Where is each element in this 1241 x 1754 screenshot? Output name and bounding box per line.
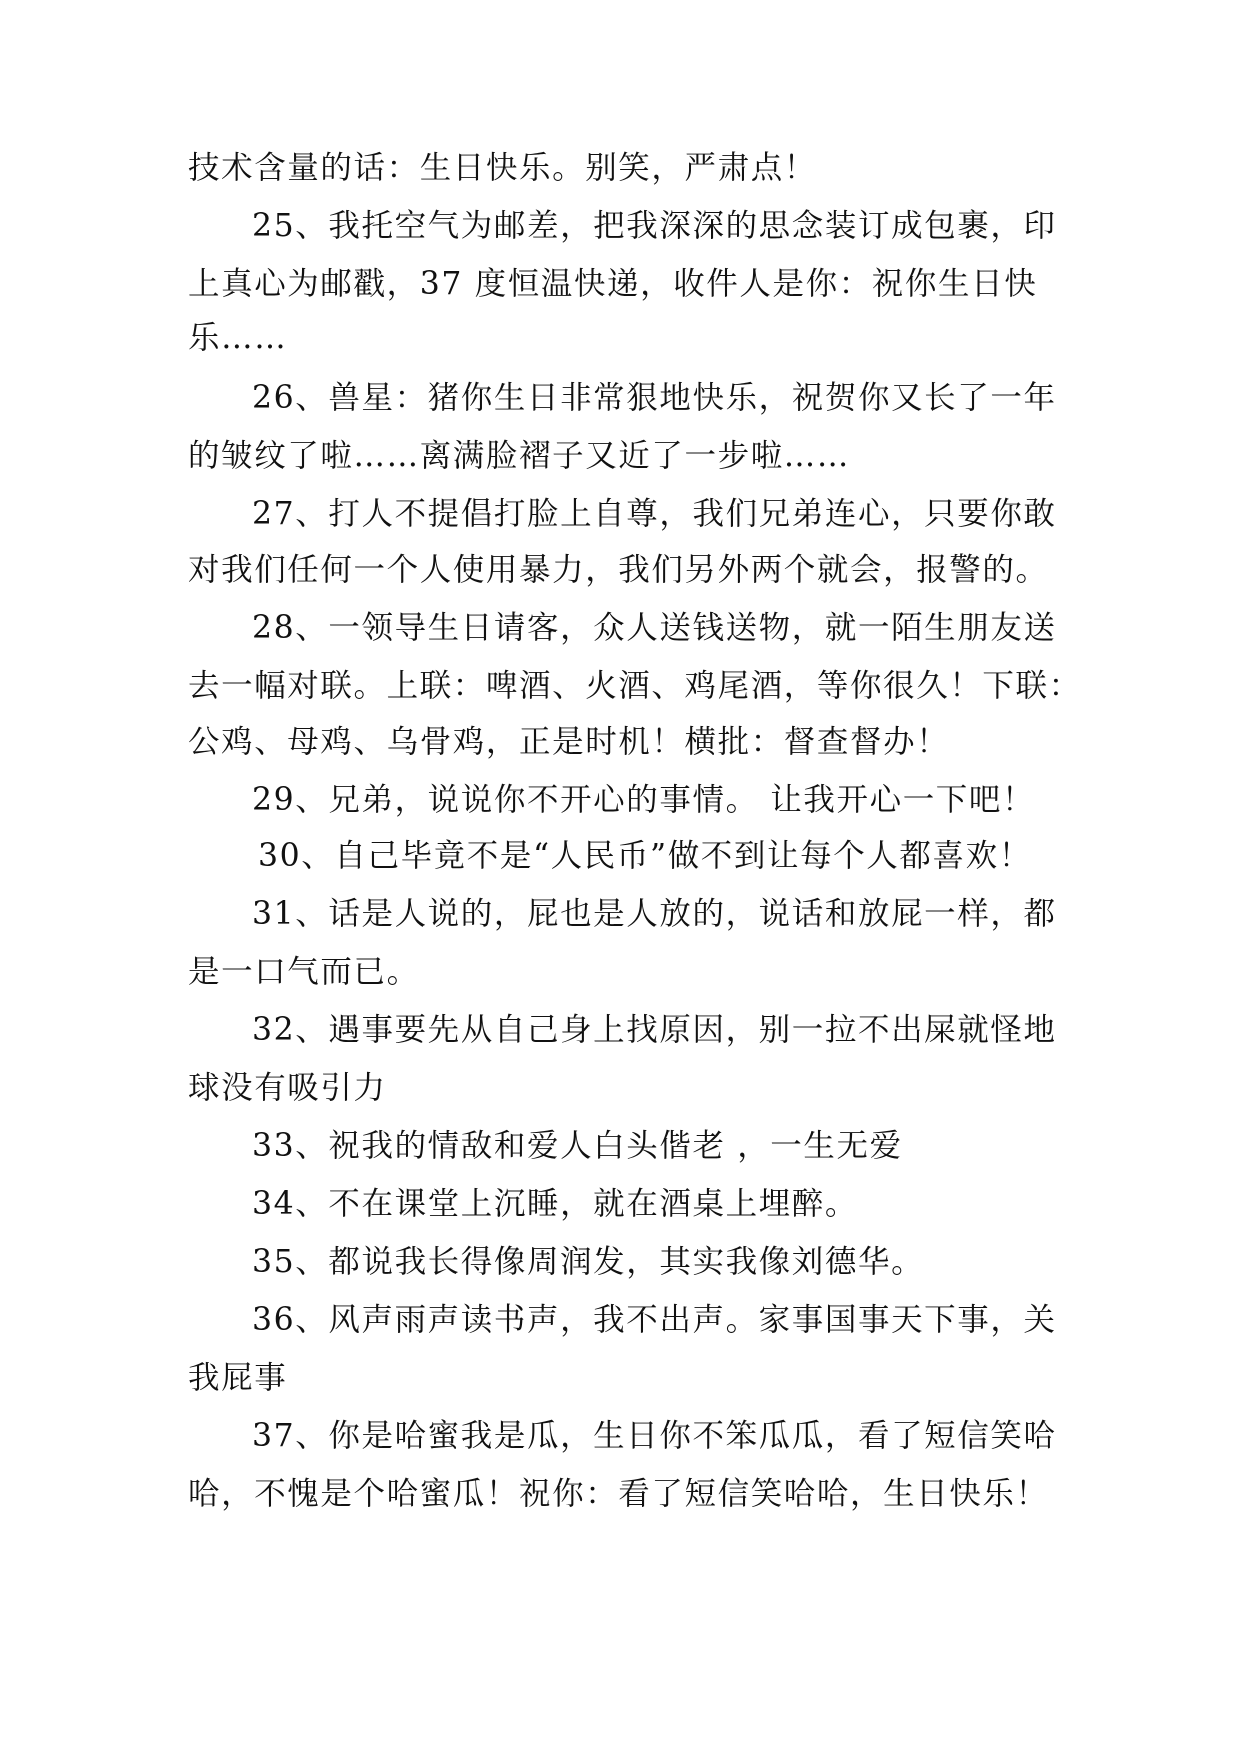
text-line: 我屁事 [188, 1360, 288, 1396]
text-line: 去一幅对联。上联：啤酒、火酒、鸡尾酒，等你很久！下联： [188, 668, 1082, 704]
text-line: 29、兄弟，说说你不开心的事情。 让我开心一下吧！ [252, 782, 1036, 818]
text-line: 30、自己毕竟不是“人民币”做不到让每个人都喜欢！ [258, 838, 1032, 874]
text-line: 乐…… [188, 320, 288, 356]
text-line: 32、遇事要先从自己身上找原因，别一拉不出屎就怪地 [252, 1012, 1057, 1048]
text-line: 31、话是人说的，屁也是人放的，说话和放屁一样，都 [252, 896, 1057, 932]
text-line: 对我们任何一个人使用暴力，我们另外两个就会，报警的。 [188, 552, 1049, 588]
text-line: 25、我托空气为邮差，把我深深的思念装订成包裹，印 [252, 208, 1057, 244]
text-line: 球没有吸引力 [188, 1070, 387, 1106]
text-line: 36、风声雨声读书声，我不出声。家事国事天下事，关 [252, 1302, 1057, 1338]
text-line: 35、都说我长得像周润发，其实我像刘德华。 [252, 1244, 925, 1280]
text-line: 技术含量的话：生日快乐。别笑，严肃点！ [188, 150, 817, 186]
text-line: 28、一领导生日请客，众人送钱送物，就一陌生朋友送 [252, 610, 1057, 646]
text-line: 26、兽星：猪你生日非常狠地快乐，祝贺你又长了一年 [252, 380, 1057, 416]
text-line: 的皱纹了啦……离满脸褶子又近了一步啦…… [188, 438, 851, 474]
text-line: 33、祝我的情敌和爱人白头偕老 ，一生无爱 [252, 1128, 903, 1164]
text-line: 哈，不愧是个哈蜜瓜！祝你：看了短信笑哈哈，生日快乐！ [188, 1476, 1049, 1512]
text-line: 37、你是哈蜜我是瓜，生日你不笨瓜瓜，看了短信笑哈 [252, 1418, 1057, 1454]
text-line: 公鸡、母鸡、乌骨鸡，正是时机！横批：督查督办！ [188, 724, 950, 760]
text-line: 27、打人不提倡打脸上自尊，我们兄弟连心，只要你敢 [252, 496, 1057, 532]
text-line: 34、不在课堂上沉睡，就在酒桌上埋醉。 [252, 1186, 858, 1222]
text-line: 上真心为邮戳，37 度恒温快递，收件人是你：祝你生日快 [188, 266, 1038, 302]
text-line: 是一口气而已。 [188, 954, 420, 990]
